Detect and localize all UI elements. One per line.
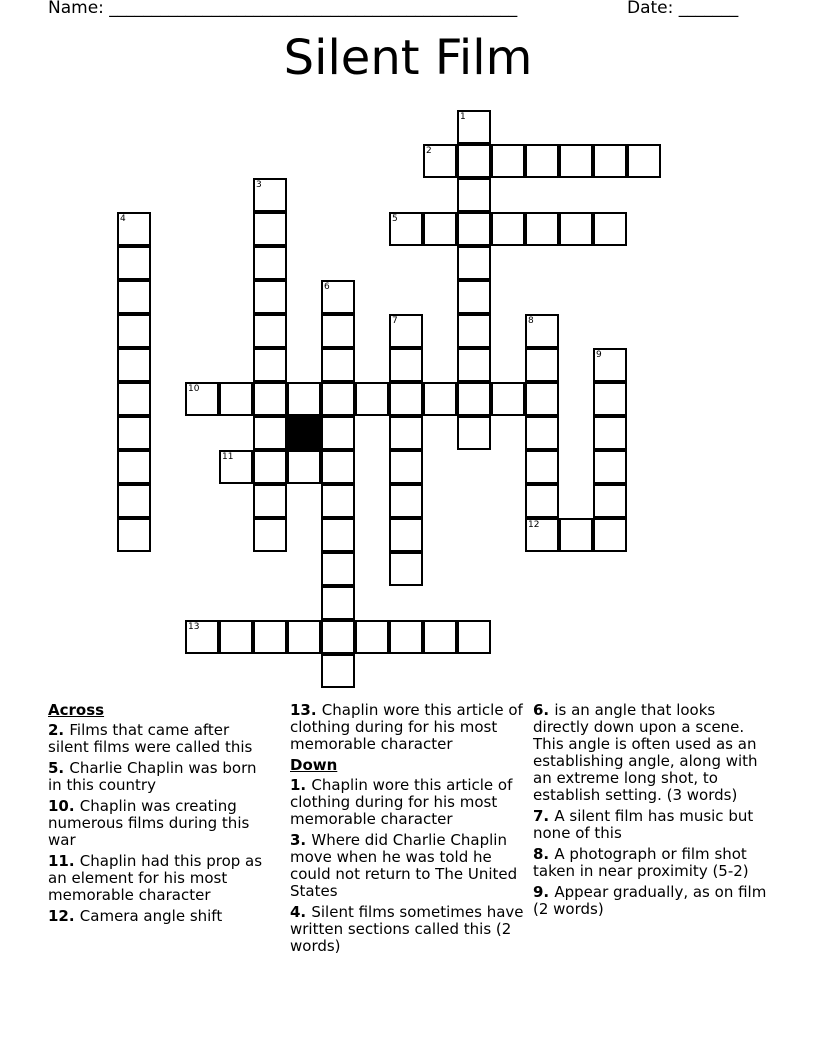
clue-item-number: 6.	[533, 701, 555, 719]
name-field-label[interactable]: Name: ________________________________________________	[48, 0, 518, 18]
clue-item-text: Films that came after silent films were called this	[48, 721, 253, 756]
clue-item-text: Chaplin wore this article of clothing during for his most memorable character	[290, 776, 513, 828]
puzzle-title: Silent Film	[283, 30, 533, 86]
grid-cell[interactable]	[253, 518, 287, 552]
grid-cell[interactable]	[117, 314, 151, 348]
grid-cell[interactable]	[321, 416, 355, 450]
grid-cell[interactable]	[117, 518, 151, 552]
clue-number: 6	[324, 282, 330, 292]
clue-item	[290, 904, 526, 955]
clue-item-text: Where did Charlie Chaplin move when he was told he could not return to The United States	[290, 831, 518, 900]
grid-cell[interactable]	[117, 280, 151, 314]
clue-item	[48, 722, 270, 756]
clue-item	[533, 808, 773, 842]
grid-cell[interactable]	[457, 314, 491, 348]
clue-item-text: A silent film has music but none of this	[533, 807, 754, 842]
grid-cell[interactable]	[525, 348, 559, 382]
grid-cell[interactable]	[287, 450, 321, 484]
grid-cell[interactable]	[457, 110, 491, 144]
grid-cell[interactable]	[321, 450, 355, 484]
grid-cell[interactable]	[593, 348, 627, 382]
grid-cell[interactable]	[491, 144, 525, 178]
grid-cell[interactable]	[117, 348, 151, 382]
grid-cell[interactable]	[457, 348, 491, 382]
clue-number: 8	[528, 316, 534, 326]
grid-cell[interactable]	[253, 348, 287, 382]
grid-cell[interactable]	[253, 416, 287, 450]
grid-cell[interactable]	[321, 348, 355, 382]
date-field-label[interactable]: Date: _______	[627, 0, 739, 18]
grid-cell[interactable]	[253, 246, 287, 280]
grid-cell[interactable]	[219, 382, 253, 416]
grid-cell[interactable]	[253, 280, 287, 314]
clue-item-number: 2.	[48, 721, 70, 739]
grid-cell[interactable]	[389, 484, 423, 518]
grid-cell[interactable]	[491, 382, 525, 416]
clue-item-text: Chaplin had this prop as an element for his most memorable character	[48, 852, 263, 904]
grid-cell[interactable]	[525, 314, 559, 348]
clue-item-number: 7.	[533, 807, 555, 825]
clue-item	[290, 832, 526, 900]
grid-cell[interactable]	[525, 416, 559, 450]
grid-cell[interactable]	[457, 620, 491, 654]
grid-cell[interactable]	[117, 382, 151, 416]
grid-cell[interactable]	[321, 518, 355, 552]
clue-item-text: Charlie Chaplin was born in this country	[48, 759, 257, 794]
grid-cell[interactable]	[355, 620, 389, 654]
clue-item	[290, 777, 526, 828]
across-heading: Across	[48, 701, 105, 719]
clue-item-text: Chaplin wore this article of clothing during for his most memorable character	[290, 701, 523, 753]
grid-cell[interactable]	[117, 450, 151, 484]
grid-cell[interactable]	[253, 382, 287, 416]
clue-item-text: Chaplin was creating numerous films during this war	[48, 797, 250, 849]
grid-cell[interactable]	[219, 620, 253, 654]
grid-cell[interactable]	[457, 178, 491, 212]
down-heading: Down	[290, 756, 338, 774]
across-clue-list-continued	[290, 702, 526, 753]
clue-number: 11	[222, 452, 234, 462]
clue-item-text: Camera angle shift	[79, 907, 223, 925]
grid-cell[interactable]	[457, 144, 491, 178]
grid-cell[interactable]	[593, 144, 627, 178]
clue-item-text: Appear gradually, as on film (2 words)	[533, 883, 767, 918]
grid-cell[interactable]	[321, 484, 355, 518]
grid-cell[interactable]	[287, 382, 321, 416]
grid-cell[interactable]	[457, 416, 491, 450]
grid-cell[interactable]	[423, 212, 457, 246]
grid-cell[interactable]	[525, 450, 559, 484]
grid-cell[interactable]	[593, 382, 627, 416]
down-clue-list	[290, 777, 526, 955]
grid-cell[interactable]	[219, 450, 253, 484]
grid-cell[interactable]	[321, 586, 355, 620]
grid-cell[interactable]	[185, 620, 219, 654]
clue-item-text: Silent films sometimes have written sections called this (2 words)	[290, 903, 524, 955]
clue-number: 5	[392, 214, 398, 224]
clue-item-number: 9.	[533, 883, 555, 901]
clue-item	[48, 760, 270, 794]
clue-number: 13	[188, 622, 200, 632]
clue-number: 1	[460, 112, 466, 122]
grid-cell[interactable]	[253, 450, 287, 484]
grid-cell[interactable]	[389, 518, 423, 552]
clue-item-number: 1.	[290, 776, 312, 794]
grid-cell[interactable]	[389, 212, 423, 246]
grid-cell[interactable]	[117, 416, 151, 450]
clue-item-number: 8.	[533, 845, 555, 863]
clues-column-3	[533, 700, 773, 922]
clue-item	[48, 908, 270, 925]
clue-number: 3	[256, 180, 262, 190]
grid-cell[interactable]	[253, 620, 287, 654]
grid-cell[interactable]	[525, 518, 559, 552]
grid-cell[interactable]	[593, 416, 627, 450]
down-clue-list-continued	[533, 702, 773, 918]
clue-item	[48, 798, 270, 849]
grid-cell[interactable]	[253, 484, 287, 518]
grid-cell[interactable]	[287, 620, 321, 654]
grid-cell[interactable]	[355, 382, 389, 416]
clue-number: 12	[528, 520, 540, 530]
grid-cell[interactable]	[457, 246, 491, 280]
grid-cell[interactable]	[253, 178, 287, 212]
grid-cell[interactable]	[525, 212, 559, 246]
grid-cell[interactable]	[627, 144, 661, 178]
clue-item	[290, 702, 526, 753]
grid-cell[interactable]	[559, 518, 593, 552]
clue-number: 7	[392, 316, 398, 326]
grid-cell[interactable]	[457, 382, 491, 416]
grid-cell[interactable]	[525, 484, 559, 518]
grid-cell[interactable]	[559, 212, 593, 246]
grid-cell[interactable]	[389, 416, 423, 450]
clue-number: 10	[188, 384, 200, 394]
clue-item-number: 5.	[48, 759, 70, 777]
grid-cell[interactable]	[321, 654, 355, 688]
grid-cell[interactable]	[321, 280, 355, 314]
clue-item-number: 11.	[48, 852, 80, 870]
grid-cell[interactable]	[185, 382, 219, 416]
grid-cell[interactable]	[593, 518, 627, 552]
grid-cell[interactable]	[253, 314, 287, 348]
across-clue-list	[48, 722, 270, 925]
grid-cell[interactable]	[389, 552, 423, 586]
grid-cell[interactable]	[525, 382, 559, 416]
grid-cell[interactable]	[117, 212, 151, 246]
clue-item-number: 12.	[48, 907, 80, 925]
grid-cell[interactable]	[321, 382, 355, 416]
black-cell	[287, 416, 321, 450]
grid-cell[interactable]	[321, 314, 355, 348]
clue-number: 2	[426, 146, 432, 156]
grid-cell[interactable]	[389, 450, 423, 484]
clue-number: 9	[596, 350, 602, 360]
grid-cell[interactable]	[253, 212, 287, 246]
grid-cell[interactable]	[389, 348, 423, 382]
grid-cell[interactable]	[593, 212, 627, 246]
grid-cell[interactable]	[321, 620, 355, 654]
clue-item-text: A photograph or film shot taken in near proximity (5-2)	[533, 845, 749, 880]
grid-cell[interactable]	[423, 382, 457, 416]
clue-item-number: 4.	[290, 903, 312, 921]
grid-cell[interactable]	[423, 144, 457, 178]
clue-item	[533, 884, 773, 918]
grid-cell[interactable]	[389, 382, 423, 416]
clue-item	[533, 846, 773, 880]
grid-cell[interactable]	[491, 212, 525, 246]
clue-item	[48, 853, 270, 904]
grid-cell[interactable]	[389, 314, 423, 348]
grid-cell[interactable]	[559, 144, 593, 178]
grid-cell[interactable]	[593, 450, 627, 484]
grid-cell[interactable]	[457, 212, 491, 246]
clues-column-2	[290, 700, 526, 959]
clue-item-number: 13.	[290, 701, 322, 719]
grid-cell[interactable]	[593, 484, 627, 518]
grid-cell[interactable]	[525, 144, 559, 178]
clue-item	[533, 702, 773, 804]
grid-cell[interactable]	[117, 484, 151, 518]
clue-number: 4	[120, 214, 126, 224]
clue-item-text: is an angle that looks directly down upon a scene. This angle is often used as an establishing angle, along with an extreme long shot, to establish setting. (3 words)	[533, 701, 758, 804]
clue-item-number: 3.	[290, 831, 312, 849]
clue-item-number: 10.	[48, 797, 80, 815]
grid-cell[interactable]	[423, 620, 457, 654]
clues-column-1	[48, 700, 270, 929]
grid-cell[interactable]	[117, 246, 151, 280]
grid-cell[interactable]	[321, 552, 355, 586]
grid-cell[interactable]	[389, 620, 423, 654]
grid-cell[interactable]	[457, 280, 491, 314]
